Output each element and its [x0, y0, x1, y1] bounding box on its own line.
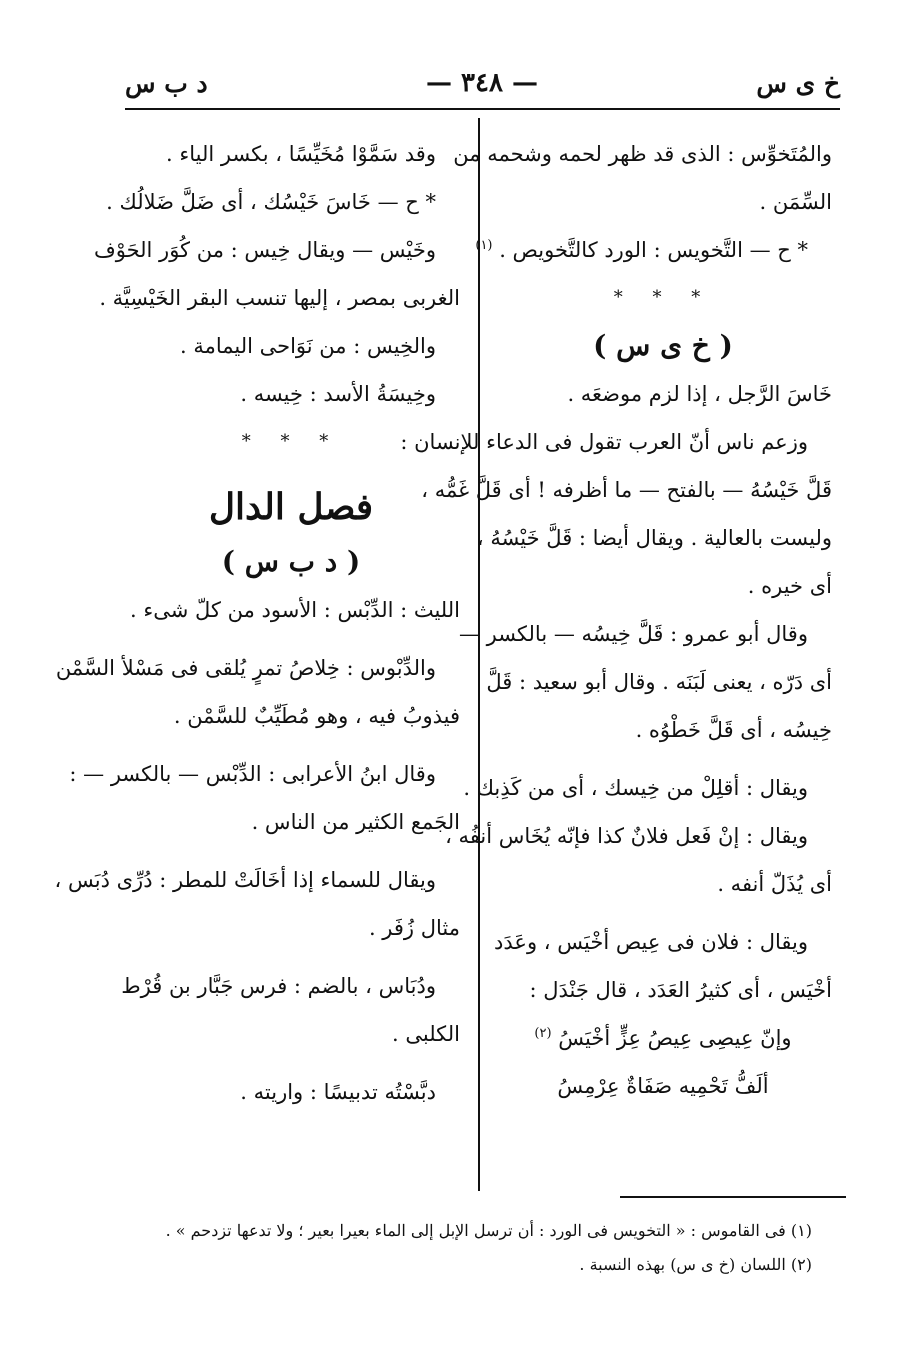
entry-line: الغربى بمصر ، إليها تنسب البقر الخَيْسِيَّة . [99, 286, 460, 310]
entry-line: أى يُذَلّ أنفه . [717, 872, 832, 896]
entry-line: وقال ابنُ الأعرابى : الدِّبْس — بالكسر — : [69, 762, 436, 786]
entry-line: ويقال : أقلِلْ من خِيسك ، أى من كَذِبك . [463, 776, 808, 800]
footnote-rule [620, 1196, 846, 1198]
entry-line: * ح — خَاسَ خَيْسُك ، أى ضَلَّ ضَلالُك . [106, 190, 436, 214]
entry-line: أى دَرّه ، يعنى لَبَنَه . وقال أبو سعيد : قَلَّ [486, 670, 832, 694]
entry-line: فيذوبُ فيه ، وهو مُطَيِّبٌ للسَّمْن . [173, 704, 460, 728]
entry-line: والمُتَخوِّس : الذى قد ظهر لحمه وشحمه من [453, 142, 832, 166]
entry-line: مثال زُفَر . [368, 916, 460, 940]
entry-line: وليست بالعالية . ويقال أيضا : قَلَّ خَيْسُهُ ، [476, 526, 832, 550]
entry-line: خَاسَ الرَّجل ، إذا لزم موضعَه . [567, 382, 832, 406]
footnotes [140, 1214, 812, 1282]
page-header [125, 62, 840, 104]
separator-stars: * * * [241, 431, 341, 452]
page-number: — ٣٤٨ — [425, 68, 538, 98]
footnote: (٢) اللسان (خ ى س) بهذه النسبة . [579, 1255, 812, 1274]
left-column [54, 130, 460, 1116]
verse-line: ألَفُّ تَحْمِيه صَفَاةٌ عِرْمِسُ [557, 1074, 769, 1098]
header-root-right: خ ى س [756, 68, 840, 98]
entry-line: وخِيسَةُ الأسد : خِيسه . [240, 382, 436, 406]
entry-title: ( خ ى س ) [593, 329, 733, 362]
entry-line: ودُبَاس ، بالضم : فرس جَبَّار بن قُرْط [121, 974, 436, 998]
entry-line: قَلَّ خَيْسُهُ — بالفتح — ما أظرفه ! أى قَلَّ غَمُّه ، [421, 478, 832, 502]
entry-line: السِّمَن . [759, 190, 832, 214]
separator-stars: * * * [613, 287, 713, 308]
footnote-marker: (١) [475, 238, 493, 253]
entry-line: وخَيْس — ويقال خِيس : من كُوَر الحَوْف [93, 238, 436, 262]
section-heading: فصل الدال [208, 486, 374, 528]
entry-line: الجَمع الكثير من الناس . [251, 810, 460, 834]
entry-line: والدِّبْوس : خِلاصُ تمرٍ يُلقى فى مَسْلأ السَّمْن [55, 656, 436, 680]
entry-line: ويقال للسماء إذا أخَالَتْ للمطر : دُرِّى دُبَس ، [54, 868, 436, 892]
verse-line: وإنّ عِيصِى عِيصُ عِزٍّ أخْيَسُ $^{(٢)}$ [534, 1026, 792, 1050]
entry-line: ويقال : إنْ فَعل فلانٌ كذا فإنّه يُخَاس أنفُه ، [445, 824, 808, 848]
entry-line: دبَّسْتُه تدبيسًا : واريته . [240, 1080, 436, 1104]
header-rule [125, 108, 840, 110]
entry-line: ويقال : فلان فى عِيص أخْيَس ، وعَدَد [494, 930, 808, 954]
footnote-marker: (٢) [534, 1026, 552, 1041]
entry-line: وقد سَمَّوْا مُخَيِّسًا ، بكسر الياء . [165, 142, 436, 166]
entry-title: ( د ب س ) [221, 545, 361, 578]
entry-line: * ح — التَّخويس : الورد كالتَّخويص . $^{(١)}$ [475, 238, 808, 262]
entry-line: أخْيَس ، أى كثيرُ العَدَد ، قال جَنْدَل : [529, 978, 832, 1002]
entry-line: الكلبى . [392, 1022, 460, 1046]
entry-line: أى خيره . [747, 574, 832, 598]
entry-line: وقال أبو عمرو : قَلَّ خِيسُه — بالكسر — [458, 622, 808, 646]
entry-line: خِيسُه ، أى قَلَّ خَطْوُه . [635, 718, 832, 742]
header-root-left: د ب س [125, 68, 208, 98]
entry-line: والخِيس : من نَوَاحى اليمامة . [179, 334, 436, 358]
entry-line: وزعم ناس أنّ العرب تقول فى الدعاء للإنسان : [400, 430, 808, 454]
entry-line: الليث : الدِّبْس : الأسود من كلّ شىء . [130, 598, 460, 622]
footnote: (١) فى القاموس : « التخويس فى الورد : أن ترسل الإبل إلى الماء بعيرا بعير ؛ ولا تدعها تزدحم » . [165, 1221, 812, 1240]
